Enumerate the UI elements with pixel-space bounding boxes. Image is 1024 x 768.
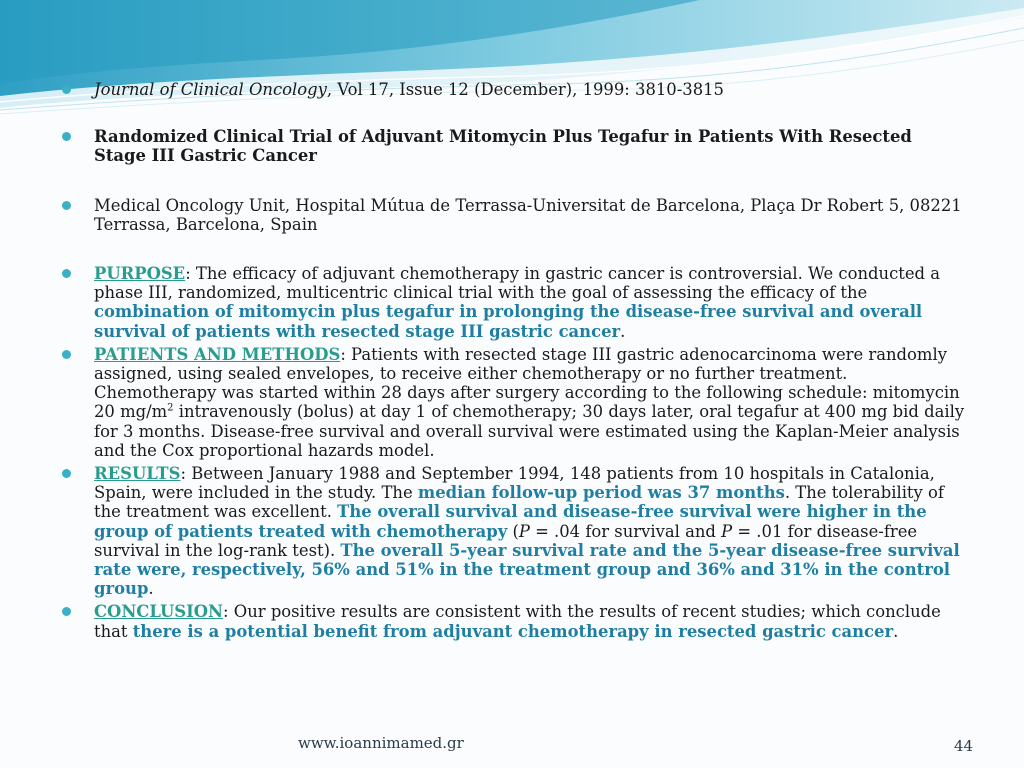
results-text-4: = .04 for survival and <box>529 521 722 541</box>
results-highlight-2: The overall survival and disease-free survival were higher in the group of patients treated with chemotherapy <box>94 502 927 541</box>
results-highlight-3: The overall 5-year survival rate and the 5-year disease-free survival rate were, respectively, 56% and 51% in the treatment group and 36% and 31% in the control group <box>94 540 960 599</box>
results-text-3: ( <box>507 521 519 541</box>
journal-citation <box>62 80 967 99</box>
conclusion-highlight: there is a potential benefit from adjuvant chemotherapy in resected gastric cancer <box>132 621 894 641</box>
slide-content <box>62 80 967 641</box>
journal-details: , Vol 17, Issue 12 (December), 1999: 3810-3815 <box>326 80 724 99</box>
bullet-icon <box>62 269 71 278</box>
methods-text: : Patients with resected stage III gastric adenocarcinoma were randomly assigned, using sealed envelopes, to receive either chemotherapy or no further treatment. Chemotherapy was started within 28 days after surgery according to the following schedule: mitomycin 20 mg/m <box>94 344 960 422</box>
bullet-icon <box>62 607 71 616</box>
bullet-icon <box>62 350 71 359</box>
affiliation-text: Medical Oncology Unit, Hospital Mútua de Terrassa-Universitat de Barcelona, Plaça Dr Robert 5, 08221 Terrassa, Barcelona, Spain <box>94 195 962 234</box>
conclusion-heading: CONCLUSION <box>94 602 224 622</box>
bullet-icon <box>62 201 71 210</box>
results-p-value-2: P <box>721 521 733 541</box>
article-title <box>62 127 967 165</box>
methods-section <box>62 345 967 460</box>
footer-url: www.ioannimamed.gr <box>298 734 464 752</box>
results-section <box>62 464 967 598</box>
purpose-text: : The efficacy of adjuvant chemotherapy in gastric cancer is controversial. We conducted a phase III, randomized, multicentric clinical trial with the goal of assessing the efficacy of the <box>94 264 941 303</box>
conclusion-end: . <box>893 621 899 641</box>
purpose-heading: PURPOSE <box>94 264 186 284</box>
purpose-section <box>62 264 967 341</box>
bullet-icon <box>62 85 71 94</box>
methods-text-2: intravenously (bolus) at day 1 of chemotherapy; 30 days later, oral tegafur at 400 mg bid daily for 3 months. Disease-free survival and overall survival were estimated using the Kaplan-Meier analysis and the Cox proportional hazards model. <box>94 402 965 460</box>
bullet-icon <box>62 132 71 141</box>
affiliation <box>62 196 967 234</box>
conclusion-section <box>62 602 967 640</box>
results-end: . <box>148 579 154 599</box>
purpose-highlight: combination of mitomycin plus tegafur in prolonging the disease-free survival and overall survival of patients with resected stage III gastric cancer <box>94 302 923 341</box>
journal-title: Journal of Clinical Oncology <box>94 80 327 99</box>
results-text-5: = .01 for disease-free survival in the log-rank test). <box>94 521 918 560</box>
results-text-2: . The tolerability of the treatment was excellent. <box>94 483 944 522</box>
results-heading: RESULTS <box>94 464 181 484</box>
conclusion-text: : Our positive results are consistent with the results of recent studies; which conclude that <box>94 602 941 641</box>
article-title-text: Randomized Clinical Trial of Adjuvant Mitomycin Plus Tegafur in Patients With Resected Stage III Gastric Cancer <box>94 127 912 166</box>
results-highlight-1: median follow-up period was 37 months <box>417 483 785 503</box>
page-number: 44 <box>954 737 974 755</box>
results-text-1: : Between January 1988 and September 1994, 148 patients from 10 hospitals in Catalonia, Spain, were included in the study. The <box>94 464 935 503</box>
results-p-value-1: P <box>518 521 530 541</box>
bullet-icon <box>62 469 71 478</box>
methods-sup: 2 <box>167 402 174 414</box>
purpose-end: . <box>620 321 626 341</box>
methods-heading: PATIENTS AND METHODS <box>94 344 341 364</box>
